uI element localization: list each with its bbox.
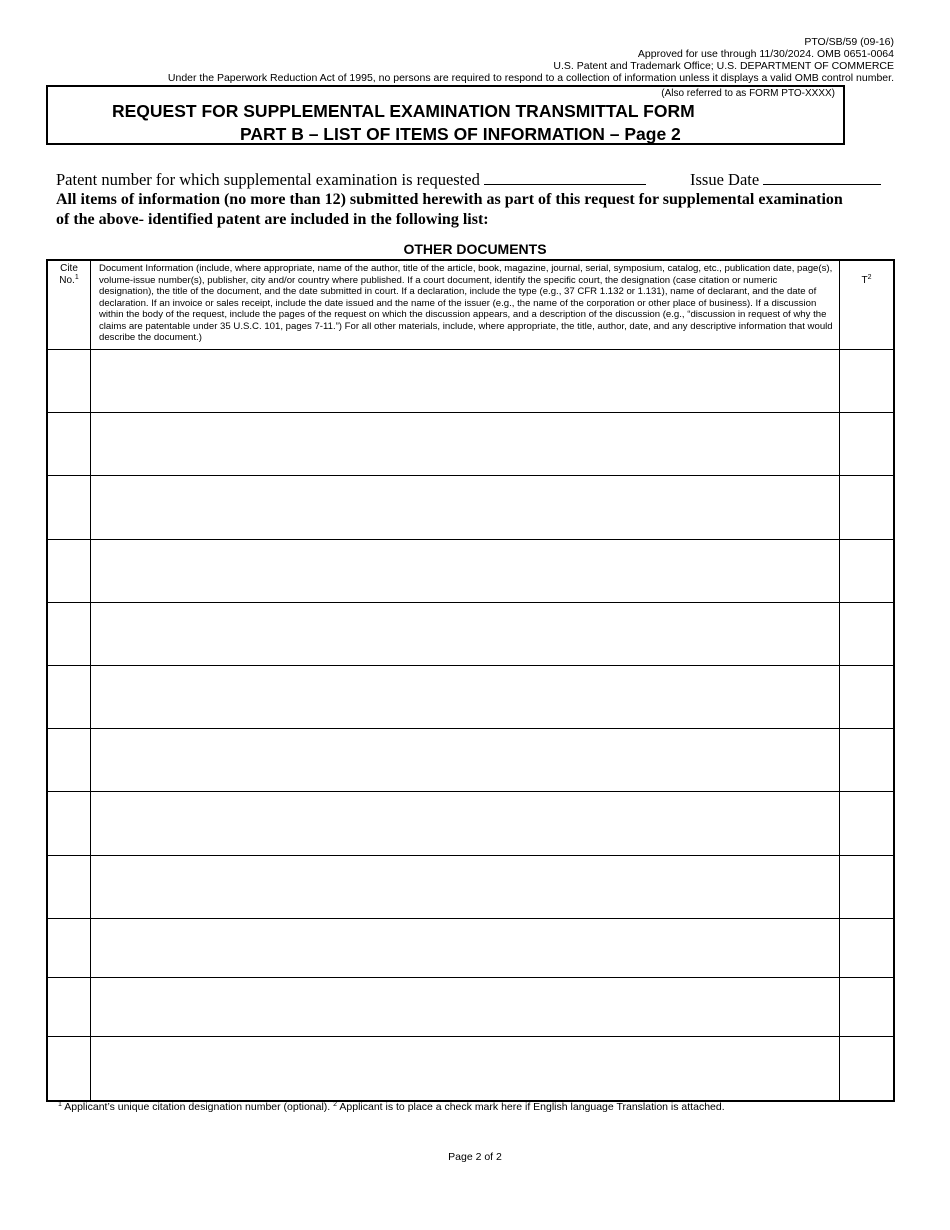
header-document-information: Document Information (include, where appropriate, name of the author, title of the article, book, magazine, journal, serial, symposium, catalog, etc., publication date, page(s), volume-issue number(s), publisher, city and/or country where published. If a court document, identify the specific court, the designation (case citation or numeric designation), the title of the document, and the date submitted in court. If a declaration, include the type (e.g., 37 CFR 1.132 or 1.131), name of declarant, and the date of declaration. If an invoice or sales receipt, include the date issued and the name of the issuer (e.g., the name of the corporation or other place of business). If a discussion within the body of the request, include the pages of the request on which the discussion appears, and a description of the discussion (e.g., “discussion in request of why the claims are patentable under 35 U.S.C. 101, pages 7-11.”) For all other materials, include, where appropriate, the title, author, date, and any descriptive information that would describe the document.): [91, 261, 840, 350]
page-number: Page 2 of 2: [448, 1151, 502, 1163]
document-info-cell[interactable]: [91, 792, 840, 855]
also-referred-note: (Also referred to as FORM PTO-XXXX): [661, 88, 835, 99]
footnote-2: Applicant is to place a check mark here if English language Translation is attached.: [339, 1101, 725, 1113]
footnote-1-mark: 1: [58, 1101, 62, 1108]
section-title: OTHER DOCUMENTS: [403, 241, 547, 257]
cite-no-cell[interactable]: [48, 729, 91, 792]
title-box: [46, 85, 845, 145]
document-info-cell[interactable]: [91, 919, 840, 978]
cite-no-cell[interactable]: [48, 1037, 91, 1100]
cite-no-cell[interactable]: [48, 856, 91, 919]
cite-label: Cite: [60, 263, 78, 274]
cite-no-cell[interactable]: [48, 666, 91, 729]
cite-no-cell[interactable]: [48, 792, 91, 855]
no-label: No.: [59, 275, 75, 286]
cite-footnote-mark: 1: [74, 274, 79, 281]
document-info-cell[interactable]: [91, 476, 840, 539]
document-info-cell[interactable]: [91, 350, 840, 413]
translation-check-cell[interactable]: [840, 476, 893, 539]
cite-no-cell[interactable]: [48, 919, 91, 978]
translation-check-cell[interactable]: [840, 540, 893, 603]
omb-approval: Approved for use through 11/30/2024. OMB 0651-0064: [637, 48, 894, 60]
document-info-cell[interactable]: [91, 978, 840, 1037]
cite-no-cell[interactable]: [48, 350, 91, 413]
document-info-cell[interactable]: [91, 1037, 840, 1100]
document-info-cell[interactable]: [91, 666, 840, 729]
paperwork-notice: Under the Paperwork Reduction Act of 1995, no persons are required to respond to a collection of information unless it displays a valid OMB control number.: [167, 72, 894, 84]
t-label: T: [861, 275, 868, 286]
document-info-cell[interactable]: [91, 413, 840, 476]
footnote-2-mark: 2: [333, 1101, 338, 1108]
issue-date-label: Issue Date: [690, 170, 760, 189]
translation-check-cell[interactable]: [840, 413, 893, 476]
document-info-cell[interactable]: [91, 540, 840, 603]
patent-number-row: [56, 170, 646, 190]
issue-date-row: [690, 170, 881, 190]
header-cite-no: [48, 261, 91, 350]
patent-number-field[interactable]: [484, 170, 646, 185]
office-name: U.S. Patent and Trademark Office; U.S. DEPARTMENT OF COMMERCE: [553, 60, 894, 72]
items-statement: All items of information (no more than 12) submitted herewith as part of this request for supplemental examination of the above- identified patent are included in the following list:: [56, 191, 843, 228]
form-subtitle: PART B – LIST OF ITEMS OF INFORMATION – Page 2: [240, 124, 681, 144]
footnote-1: Applicant’s unique citation designation number (optional).: [64, 1101, 331, 1113]
document-info-cell[interactable]: [91, 856, 840, 919]
footnotes: [58, 1101, 725, 1113]
translation-check-cell[interactable]: [840, 603, 893, 666]
cite-no-cell[interactable]: [48, 476, 91, 539]
translation-check-cell[interactable]: [840, 919, 893, 978]
translation-check-cell[interactable]: [840, 350, 893, 413]
form-number: PTO/SB/59 (09-16): [804, 36, 894, 48]
document-info-cell[interactable]: [91, 729, 840, 792]
translation-check-cell[interactable]: [840, 856, 893, 919]
translation-check-cell[interactable]: [840, 1037, 893, 1100]
translation-check-cell[interactable]: [840, 729, 893, 792]
translation-check-cell[interactable]: [840, 666, 893, 729]
patent-number-label: Patent number for which supplemental examination is requested: [56, 170, 480, 189]
document-info-cell[interactable]: [91, 603, 840, 666]
cite-no-cell[interactable]: [48, 540, 91, 603]
issue-date-field[interactable]: [763, 170, 881, 185]
header-translation: [840, 261, 893, 350]
other-documents-table: [46, 259, 895, 1102]
form-title: REQUEST FOR SUPPLEMENTAL EXAMINATION TRANSMITTAL FORM: [112, 101, 695, 121]
translation-check-cell[interactable]: [840, 978, 893, 1037]
translation-check-cell[interactable]: [840, 792, 893, 855]
cite-no-cell[interactable]: [48, 413, 91, 476]
cite-no-cell[interactable]: [48, 978, 91, 1037]
cite-no-cell[interactable]: [48, 603, 91, 666]
t-footnote-mark: 2: [867, 274, 872, 281]
